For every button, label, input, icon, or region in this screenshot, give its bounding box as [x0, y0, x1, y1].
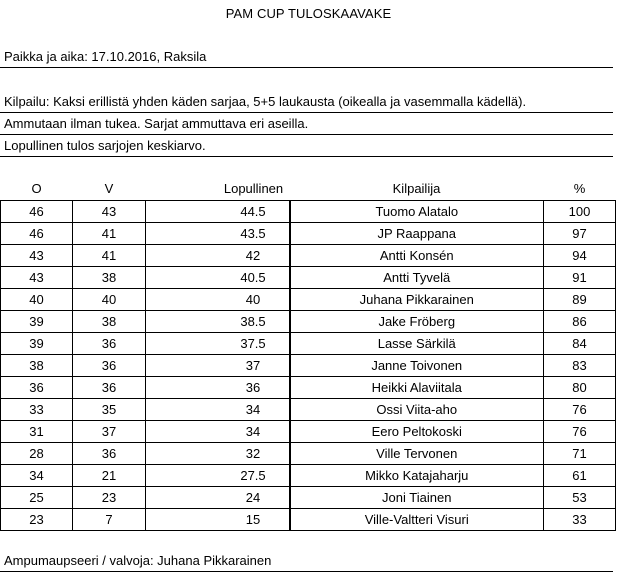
cell-pct: 97: [544, 223, 616, 245]
cell-v: 36: [73, 333, 146, 355]
cell-blank: [146, 245, 218, 267]
cell-blank: [146, 487, 218, 509]
table-row: [1, 509, 616, 531]
cell-kilpailija: Ville Tervonen: [290, 443, 544, 465]
header-pct: %: [573, 181, 586, 196]
cell-pct: 71: [544, 443, 616, 465]
cell-pct: 84: [544, 333, 616, 355]
table-row: [1, 465, 616, 487]
cell-kilpailija: Ville-Valtteri Visuri: [290, 509, 544, 531]
cell-lopullinen: 15: [218, 509, 290, 531]
cell-o: 38: [1, 355, 73, 377]
header-blank: [146, 177, 218, 201]
cell-v: 23: [73, 487, 146, 509]
cell-lopullinen: 32: [218, 443, 290, 465]
cell-blank: [146, 267, 218, 289]
cell-kilpailija: Janne Toivonen: [290, 355, 544, 377]
cell-pct: 83: [544, 355, 616, 377]
table-row: [1, 311, 616, 333]
header-lopullinen: Lopullinen: [223, 181, 284, 196]
cell-o: 46: [1, 201, 73, 223]
header-o: O: [31, 181, 42, 196]
cell-o: 31: [1, 421, 73, 443]
cell-lopullinen: 43.5: [218, 223, 290, 245]
cell-v: 36: [73, 443, 146, 465]
table-row: [1, 201, 616, 223]
cell-kilpailija: Heikki Alaviitala: [290, 377, 544, 399]
header-v: V: [104, 181, 114, 196]
cell-blank: [146, 289, 218, 311]
cell-o: 25: [1, 487, 73, 509]
cell-lopullinen: 40.5: [218, 267, 290, 289]
cell-v: 38: [73, 267, 146, 289]
official-line: Ampumaupseeri / valvoja: Juhana Pikkarainen: [0, 550, 613, 572]
cell-o: 23: [1, 509, 73, 531]
cell-blank: [146, 399, 218, 421]
cell-kilpailija: Lasse Särkilä: [290, 333, 544, 355]
cell-pct: 76: [544, 421, 616, 443]
table-row: [1, 289, 616, 311]
cell-pct: 61: [544, 465, 616, 487]
table-row: [1, 223, 616, 245]
cell-kilpailija: Joni Tiainen: [290, 487, 544, 509]
cell-v: 35: [73, 399, 146, 421]
table-row: [1, 421, 616, 443]
cell-lopullinen: 27.5: [218, 465, 290, 487]
cell-pct: 80: [544, 377, 616, 399]
cell-pct: 33: [544, 509, 616, 531]
cell-kilpailija: Tuomo Alatalo: [290, 201, 544, 223]
support-line: Ammutaan ilman tukea. Sarjat ammuttava eri aseilla.: [0, 113, 613, 135]
cell-o: 46: [1, 223, 73, 245]
cell-blank: [146, 223, 218, 245]
document-title: PAM CUP TULOSKAAVAKE: [225, 6, 392, 21]
cell-lopullinen: 44.5: [218, 201, 290, 223]
cell-kilpailija: Juhana Pikkarainen: [290, 289, 544, 311]
table-row: [1, 267, 616, 289]
cell-lopullinen: 34: [218, 421, 290, 443]
cell-blank: [146, 333, 218, 355]
cell-lopullinen: 37.5: [218, 333, 290, 355]
cell-blank: [146, 421, 218, 443]
cell-v: 40: [73, 289, 146, 311]
cell-pct: 53: [544, 487, 616, 509]
cell-lopullinen: 38.5: [218, 311, 290, 333]
results-table: [0, 177, 616, 531]
cell-pct: 86: [544, 311, 616, 333]
cell-blank: [146, 443, 218, 465]
cell-o: 33: [1, 399, 73, 421]
table-row: [1, 333, 616, 355]
cell-o: 34: [1, 465, 73, 487]
cell-o: 36: [1, 377, 73, 399]
cell-pct: 76: [544, 399, 616, 421]
cell-kilpailija: Antti Tyvelä: [290, 267, 544, 289]
table-row: [1, 377, 616, 399]
cell-o: 43: [1, 267, 73, 289]
cell-o: 43: [1, 245, 73, 267]
cell-v: 41: [73, 245, 146, 267]
cell-kilpailija: JP Raappana: [290, 223, 544, 245]
place-time-line: Paikka ja aika: 17.10.2016, Raksila: [0, 46, 613, 68]
cell-o: 39: [1, 333, 73, 355]
competition-line: Kilpailu: Kaksi erillistä yhden käden sarjaa, 5+5 laukausta (oikealla ja vasemmalla kädellä).: [0, 91, 613, 113]
table-row: [1, 443, 616, 465]
cell-o: 28: [1, 443, 73, 465]
final-result-line: Lopullinen tulos sarjojen keskiarvo.: [0, 135, 613, 157]
cell-blank: [146, 377, 218, 399]
cell-lopullinen: 24: [218, 487, 290, 509]
cell-o: 40: [1, 289, 73, 311]
cell-v: 36: [73, 377, 146, 399]
cell-v: 41: [73, 223, 146, 245]
cell-v: 7: [73, 509, 146, 531]
cell-v: 21: [73, 465, 146, 487]
cell-o: 39: [1, 311, 73, 333]
cell-lopullinen: 40: [218, 289, 290, 311]
table-row: [1, 399, 616, 421]
header-kilpailija: Kilpailija: [392, 181, 441, 196]
table-header-row: [1, 177, 616, 201]
cell-lopullinen: 37: [218, 355, 290, 377]
cell-kilpailija: Eero Peltokoski: [290, 421, 544, 443]
cell-blank: [146, 509, 218, 531]
cell-pct: 91: [544, 267, 616, 289]
cell-v: 36: [73, 355, 146, 377]
table-row: [1, 245, 616, 267]
table-row: [1, 355, 616, 377]
cell-kilpailija: Mikko Katajaharju: [290, 465, 544, 487]
cell-pct: 94: [544, 245, 616, 267]
cell-lopullinen: 34: [218, 399, 290, 421]
cell-pct: 89: [544, 289, 616, 311]
cell-blank: [146, 465, 218, 487]
cell-blank: [146, 311, 218, 333]
cell-v: 38: [73, 311, 146, 333]
cell-kilpailija: Jake Fröberg: [290, 311, 544, 333]
cell-lopullinen: 42: [218, 245, 290, 267]
cell-kilpailija: Ossi Viita-aho: [290, 399, 544, 421]
cell-pct: 100: [544, 201, 616, 223]
cell-blank: [146, 201, 218, 223]
table-row: [1, 487, 616, 509]
cell-lopullinen: 36: [218, 377, 290, 399]
cell-v: 37: [73, 421, 146, 443]
cell-v: 43: [73, 201, 146, 223]
cell-kilpailija: Antti Konsén: [290, 245, 544, 267]
cell-blank: [146, 355, 218, 377]
